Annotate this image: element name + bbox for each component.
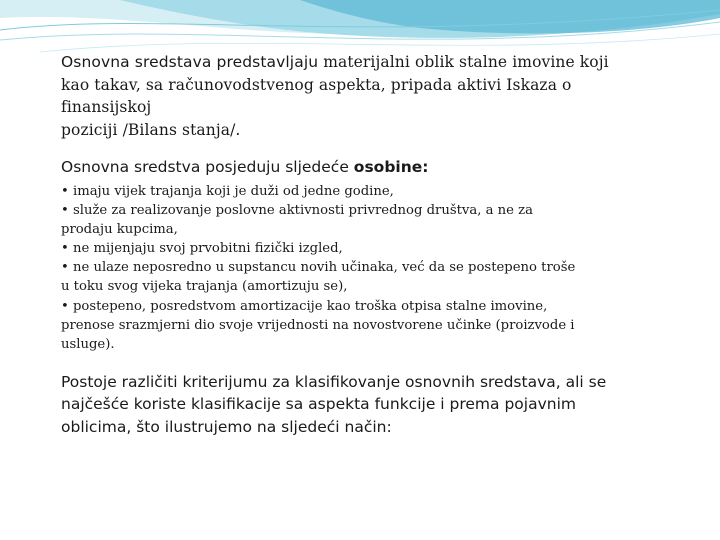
paragraph-definition: [61, 51, 661, 141]
list-item: • služe za realizovanje poslovne aktivnosti privrednog društva, a ne za prodaju kupcima,: [61, 203, 533, 238]
paragraph-properties-intro: [61, 156, 661, 178]
list-item: • imaju vijek trajanja koji je duži od jedne godine,: [61, 184, 394, 199]
properties-intro-bold: osobine:: [353, 158, 429, 176]
list-item: • ne ulaze neposredno u supstancu novih učinaka, već da se postepeno troše u toku svog vijeka trajanja (amortizuju se),: [61, 260, 576, 295]
definition-line3: finansijskoj: [61, 98, 152, 116]
definition-line4: poziciji /Bilans stanja/.: [61, 120, 241, 139]
content: [61, 51, 661, 438]
properties-list: [61, 182, 581, 354]
definition-lead: Osnovna sredstava predstavljaju: [61, 53, 319, 71]
properties-intro-text: Osnovna sredstva posjeduju sljedeće: [61, 158, 349, 176]
definition-line2: kao takav, sa računovodstvenog aspekta, pripada aktivi Iskaza o: [61, 75, 572, 94]
definition-line1-rest: materijalni oblik stalne imovine koji: [323, 53, 609, 71]
list-item: • postepeno, posredstvom amortizacije kao troška otpisa stalne imovine, prenose srazmjerni dio svoje vrijednosti na novostvorene učinke (proizvode i usluge).: [61, 298, 575, 352]
list-item: • ne mijenjaju svoj prvobitni fizički izgled,: [61, 241, 343, 257]
paragraph-classification: Postoje različiti kriterijumu za klasifikovanje osnovnih sredstava, ali se najčešće koriste klasifikacije sa aspekta funkcije i prema pojavnim oblicima, što ilustrujemo na sljedeći način:: [61, 372, 607, 436]
